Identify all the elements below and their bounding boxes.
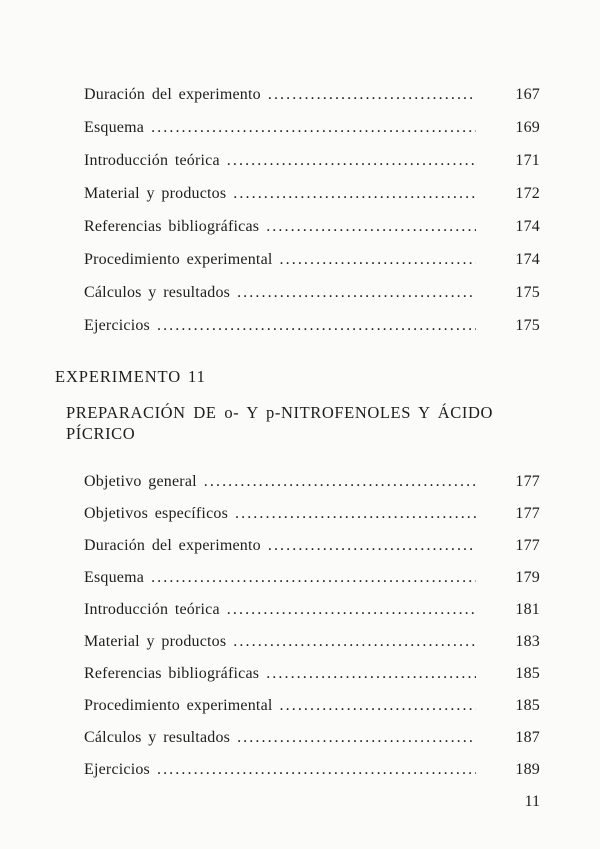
- toc-entry-label: Procedimiento experimental: [84, 251, 273, 268]
- toc-entry-page-number: 181: [515, 601, 540, 618]
- toc-entry: [84, 250, 540, 270]
- toc-entry: [84, 632, 540, 652]
- toc-entry-page-number: 183: [515, 633, 540, 650]
- toc-entry-label: Duración del experimento: [84, 537, 261, 554]
- toc-entry: [84, 184, 540, 204]
- dot-leader: [233, 632, 476, 652]
- dot-leader: [268, 85, 476, 105]
- toc-entry-label: Objetivos específicos: [84, 505, 228, 522]
- toc-entry: [84, 85, 540, 105]
- dot-leader: [204, 472, 476, 492]
- toc-entry-page-number: 169: [515, 119, 540, 136]
- toc-entry-label: Esquema: [84, 119, 145, 136]
- toc-section-experiment-11: [55, 472, 540, 780]
- toc-entry-page-number: 177: [515, 505, 540, 522]
- dot-leader: [280, 250, 476, 270]
- dot-leader: [237, 728, 476, 748]
- toc-entry: [84, 118, 540, 138]
- toc-entry: [84, 664, 540, 684]
- toc-entry: [84, 151, 540, 171]
- toc-entry-label: Referencias bibliográficas: [84, 665, 260, 682]
- toc-entry-label: Material y productos: [84, 185, 227, 202]
- toc-entry-page-number: 177: [515, 473, 540, 490]
- toc-entry: [84, 728, 540, 748]
- toc-entry-label: Ejercicios: [84, 317, 150, 334]
- dot-leader: [151, 118, 476, 138]
- toc-entry-label: Objetivo general: [84, 473, 197, 490]
- toc-entry-label: Cálculos y resultados: [84, 729, 231, 746]
- toc-entry: [84, 760, 540, 780]
- toc-entry-label: Duración del experimento: [84, 86, 261, 103]
- toc-entry-label: Esquema: [84, 569, 145, 586]
- page-number-folio: 11: [524, 793, 540, 810]
- dot-leader: [266, 664, 476, 684]
- toc-entry-label: Cálculos y resultados: [84, 284, 231, 301]
- toc-entry-page-number: 177: [515, 537, 540, 554]
- toc-entry: [84, 472, 540, 492]
- dot-leader: [227, 151, 476, 171]
- toc-entry-page-number: 185: [515, 697, 540, 714]
- toc-entry-label: Referencias bibliográficas: [84, 218, 260, 235]
- dot-leader: [268, 536, 476, 556]
- toc-entry: [84, 504, 540, 524]
- toc-entry-label: Ejercicios: [84, 761, 150, 778]
- dot-leader: [157, 316, 476, 336]
- dot-leader: [233, 184, 476, 204]
- dot-leader: [266, 217, 476, 237]
- toc-entry-label: Material y productos: [84, 633, 227, 650]
- toc-entry: [84, 217, 540, 237]
- toc-entry-page-number: 174: [515, 251, 540, 268]
- dot-leader: [235, 504, 476, 524]
- toc-entry: [84, 283, 540, 303]
- toc-entry-page-number: 175: [515, 317, 540, 334]
- toc-entry-page-number: 179: [515, 569, 540, 586]
- toc-entry-page-number: 185: [515, 665, 540, 682]
- toc-entry-label: Introducción teórica: [84, 601, 220, 618]
- toc-entry-label: Introducción teórica: [84, 152, 220, 169]
- toc-entry-page-number: 187: [515, 729, 540, 746]
- toc-entry-label: Procedimiento experimental: [84, 697, 273, 714]
- toc-entry-page-number: 172: [515, 185, 540, 202]
- toc-entry: [84, 568, 540, 588]
- chapter-heading: EXPERIMENTO 11: [55, 367, 206, 386]
- toc-entry: [84, 600, 540, 620]
- toc-entry: [84, 536, 540, 556]
- toc-entry-page-number: 171: [515, 152, 540, 169]
- dot-leader: [237, 283, 476, 303]
- dot-leader: [151, 568, 476, 588]
- toc-entry: [84, 696, 540, 716]
- dot-leader: [280, 696, 476, 716]
- toc-section-previous-experiment: [55, 85, 540, 336]
- toc-entry: [84, 316, 540, 336]
- toc-entry-page-number: 175: [515, 284, 540, 301]
- dot-leader: [227, 600, 476, 620]
- dot-leader: [157, 760, 476, 780]
- toc-entry-page-number: 189: [515, 761, 540, 778]
- toc-entry-page-number: 174: [515, 218, 540, 235]
- chapter-subheading: PREPARACIÓN DE o- Y p-NITROFENOLES Y ÁCIDO PÍCRICO: [66, 403, 493, 443]
- toc-entry-page-number: 167: [515, 86, 540, 103]
